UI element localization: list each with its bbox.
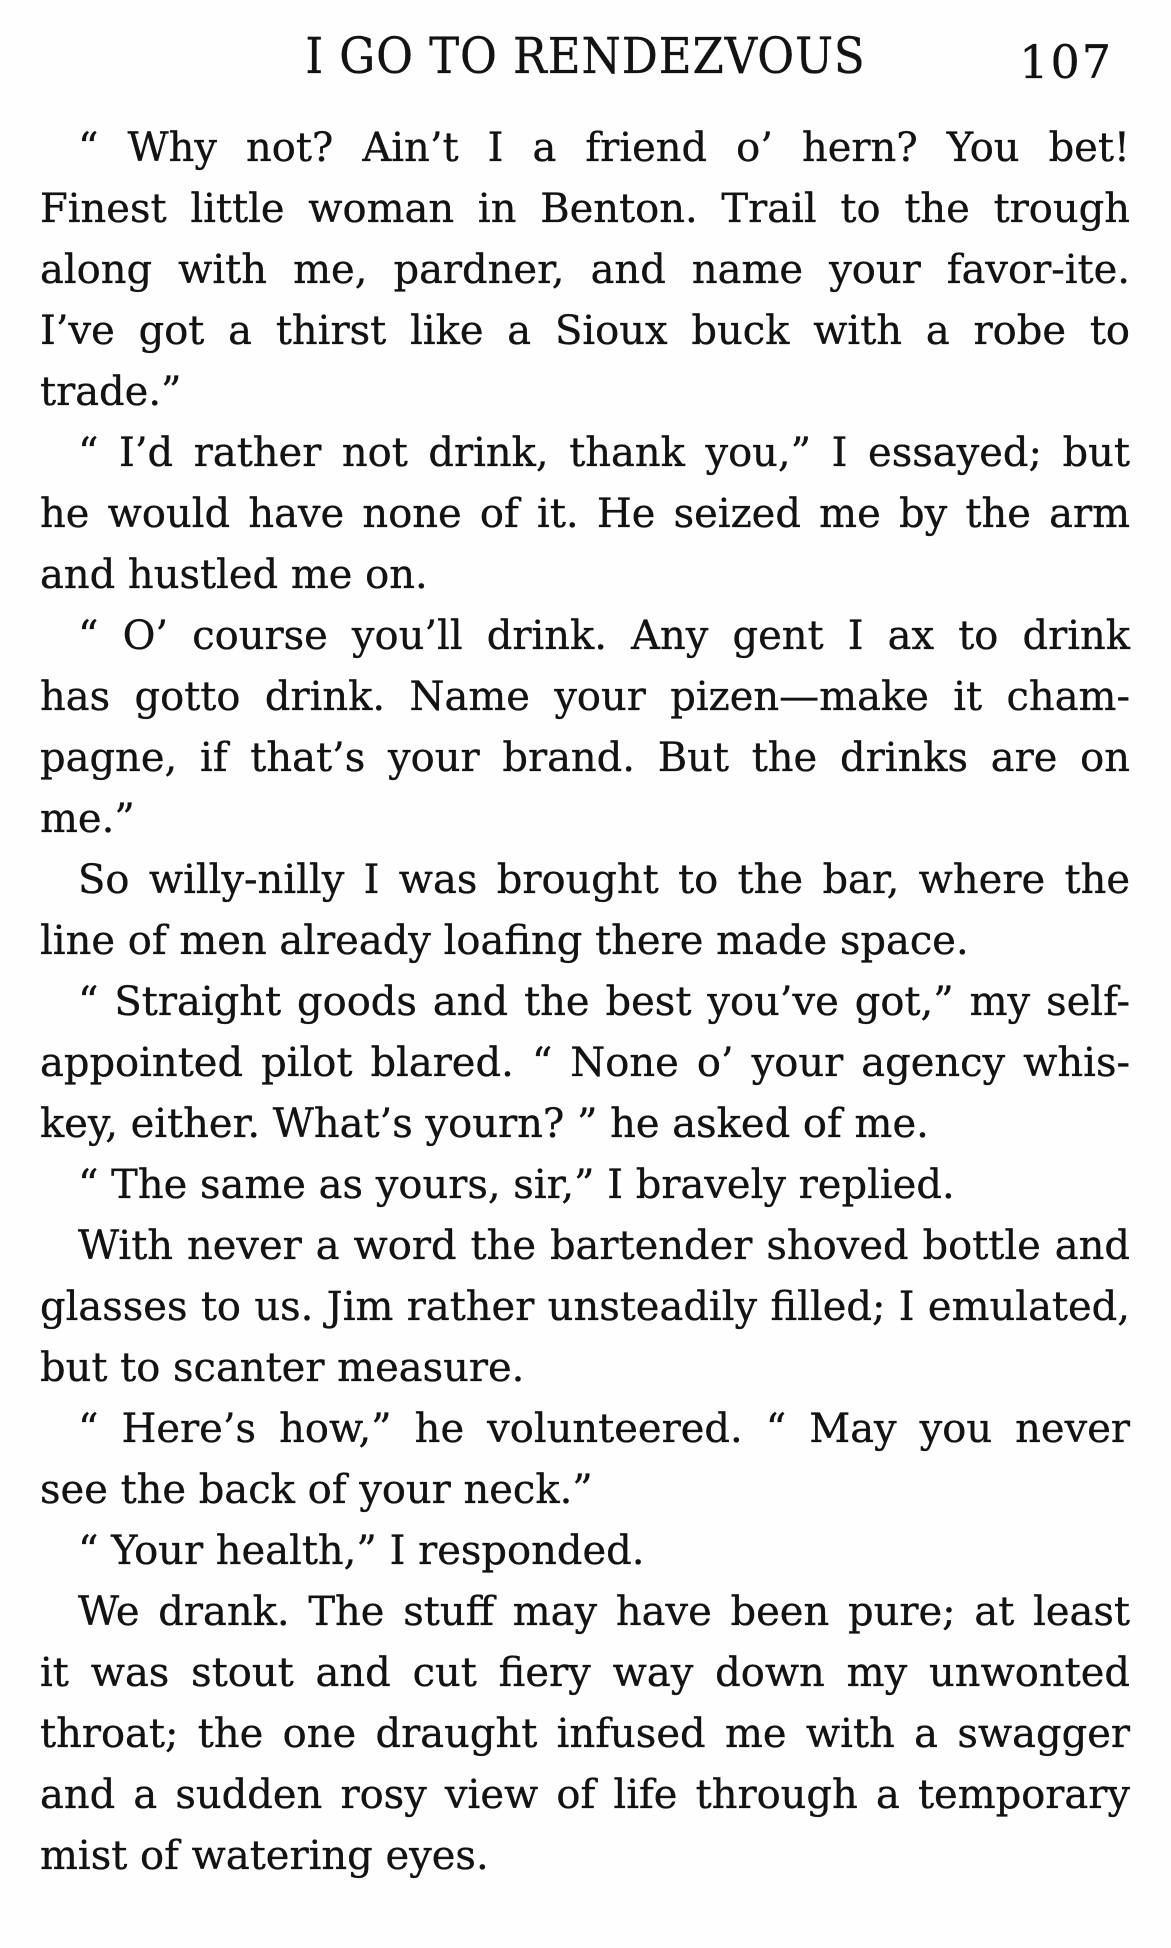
- paragraph: [40, 1399, 1130, 1521]
- text-line: pagne, if that’s your brand. But the drinks are on: [40, 735, 1130, 781]
- text-line: and a sudden rosy view of life through a temporary: [40, 1772, 1130, 1818]
- text-line: and hustled me on.: [40, 552, 428, 598]
- text-line: he would have none of it. He seized me by the arm: [40, 491, 1130, 537]
- text-line: throat; the one draught infused me with a swagger: [40, 1711, 1130, 1757]
- text-line: has gotto drink. Name your pizen—make it cham-: [40, 674, 1130, 720]
- text-line: We drank. The stuff may have been pure; at least: [78, 1589, 1130, 1635]
- page-header: [0, 28, 1171, 90]
- text-line: “ Your health,” I responded.: [78, 1528, 645, 1574]
- chapter-title: I GO TO RENDEZVOUS: [305, 27, 866, 85]
- text-line: “ Straight goods and the best you’ve got,” my self-: [78, 979, 1130, 1025]
- text-line: see the back of your neck.”: [40, 1467, 593, 1513]
- text-line: Finest little woman in Benton. Trail to the trough: [40, 186, 1130, 232]
- text-line: I’ve got a thirst like a Sioux buck with a robe to: [40, 308, 1130, 354]
- text-line: me.”: [40, 796, 135, 842]
- page-text: [40, 118, 1130, 1887]
- paragraph: [40, 423, 1130, 606]
- text-line: “ I’d rather not drink, thank you,” I essayed; but: [78, 430, 1130, 476]
- text-line: it was stout and cut fiery way down my unwonted: [40, 1650, 1130, 1696]
- paragraph: [40, 972, 1130, 1155]
- text-line: key, either. What’s yourn? ” he asked of me.: [40, 1101, 929, 1147]
- text-line: “ Here’s how,” he volunteered. “ May you never: [78, 1406, 1130, 1452]
- paragraph: [40, 1582, 1130, 1887]
- text-line: “ O’ course you’ll drink. Any gent I ax to drink: [78, 613, 1130, 659]
- text-line: appointed pilot blared. “ None o’ your agency whis-: [40, 1040, 1130, 1086]
- text-line: With never a word the bartender shoved bottle and: [78, 1223, 1130, 1269]
- text-line: line of men already loafing there made space.: [40, 918, 969, 964]
- text-line: “ Why not? Ain’t I a friend o’ hern? You bet!: [78, 125, 1130, 171]
- paragraph: [40, 850, 1130, 972]
- text-line: mist of watering eyes.: [40, 1833, 489, 1879]
- text-line: trade.”: [40, 369, 182, 415]
- paragraph: [40, 1155, 1130, 1216]
- text-line: “ The same as yours, sir,” I bravely replied.: [78, 1162, 955, 1208]
- text-line: along with me, pardner, and name your favor-ite.: [40, 247, 1130, 293]
- text-line: but to scanter measure.: [40, 1345, 525, 1391]
- paragraph: [40, 118, 1130, 423]
- page-number: 107: [1019, 35, 1113, 89]
- text-line: glasses to us. Jim rather unsteadily filled; I emulated,: [40, 1284, 1130, 1330]
- paragraph: [40, 1216, 1130, 1399]
- paragraph: [40, 606, 1130, 850]
- text-line: So willy-nilly I was brought to the bar, where the: [78, 857, 1130, 903]
- paragraph: [40, 1521, 1130, 1582]
